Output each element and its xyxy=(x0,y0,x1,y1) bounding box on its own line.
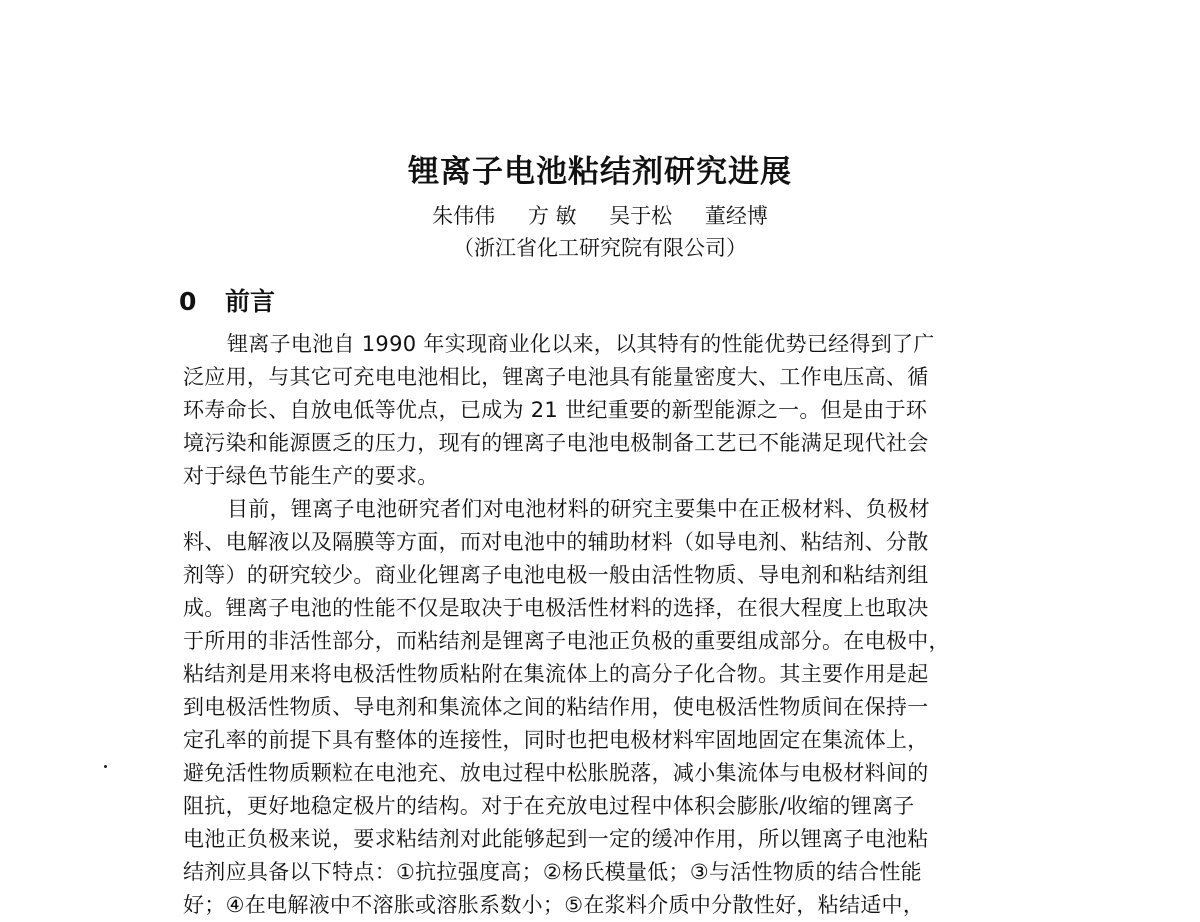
text-line: 避免活性物质颗粒在电池充、放电过程中松胀脱落，减小集流体与电极材料间的 xyxy=(183,761,929,785)
text-line: 好；④在电解液中不溶胀或溶胀系数小；⑤在浆料介质中分散性好，粘结适中， xyxy=(183,893,925,917)
text-line: 对于绿色节能生产的要求。 xyxy=(183,464,439,488)
section-number: 0 xyxy=(179,287,197,316)
text-line: 于所用的非活性部分，而粘结剂是锂离子电池正负极的重要组成部分。在电极中， xyxy=(183,629,950,653)
text-line: 阻抗，更好地稳定极片的结构。对于在充放电过程中体积会膨胀/收缩的锂离子 xyxy=(183,794,915,818)
author-name: 方 敏 xyxy=(527,204,577,228)
text-line: 环寿命长、自放电低等优点，已成为 21 世纪重要的新型能源之一。但是由于环 xyxy=(183,398,928,422)
text-line: 料、电解液以及隔膜等方面，而对电池中的辅助材料（如导电剂、粘结剂、分散 xyxy=(183,530,929,554)
author-name: 董经博 xyxy=(704,204,768,228)
text-line: 境污染和能源匮乏的压力，现有的锂离子电池电极制备工艺已不能满足现代社会 xyxy=(183,431,929,455)
text-line: 泛应用，与其它可充电电池相比，锂离子电池具有能量密度大、工作电压高、循 xyxy=(183,365,929,389)
text-line: 定孔率的前提下具有整体的连接性，同时也把电极材料牢固地固定在集流体上， xyxy=(183,728,929,752)
author-name: 吴于松 xyxy=(609,204,673,228)
text-line: 结剂应具备以下特点：①抗拉强度高；②杨氏模量低；③与活性物质的结合性能 xyxy=(183,860,922,884)
text-line: 锂离子电池自 1990 年实现商业化以来，以其特有的性能优势已经得到了广 xyxy=(227,332,935,356)
section-heading xyxy=(179,282,275,318)
text-line: 粘结剂是用来将电极活性物质粘附在集流体上的高分子化合物。其主要作用是起 xyxy=(183,662,929,686)
author-list xyxy=(0,200,1200,230)
section-title: 前言 xyxy=(225,287,276,316)
text-line: 剂等）的研究较少。商业化锂离子电池电极一般由活性物质、导电剂和粘结剂组 xyxy=(183,563,929,587)
text-line: 电池正负极来说，要求粘结剂对此能够起到一定的缓冲作用，所以锂离子电池粘 xyxy=(183,827,929,851)
body-text xyxy=(183,328,1033,922)
affiliation: （浙江省化工研究院有限公司） xyxy=(453,236,747,260)
paper-title: 锂离子电池粘结剂研究进展 xyxy=(408,154,792,190)
author-name: 朱伟伟 xyxy=(432,204,496,228)
text-line: 成。锂离子电池的性能不仅是取决于电极活性材料的选择，在很大程度上也取决 xyxy=(183,596,929,620)
scan-speck xyxy=(104,765,107,768)
text-line: 到电极活性物质、导电剂和集流体之间的粘结作用，使电极活性物质间在保持一 xyxy=(183,695,929,719)
text-line: 目前，锂离子电池研究者们对电池材料的研究主要集中在正极材料、负极材 xyxy=(227,497,930,521)
